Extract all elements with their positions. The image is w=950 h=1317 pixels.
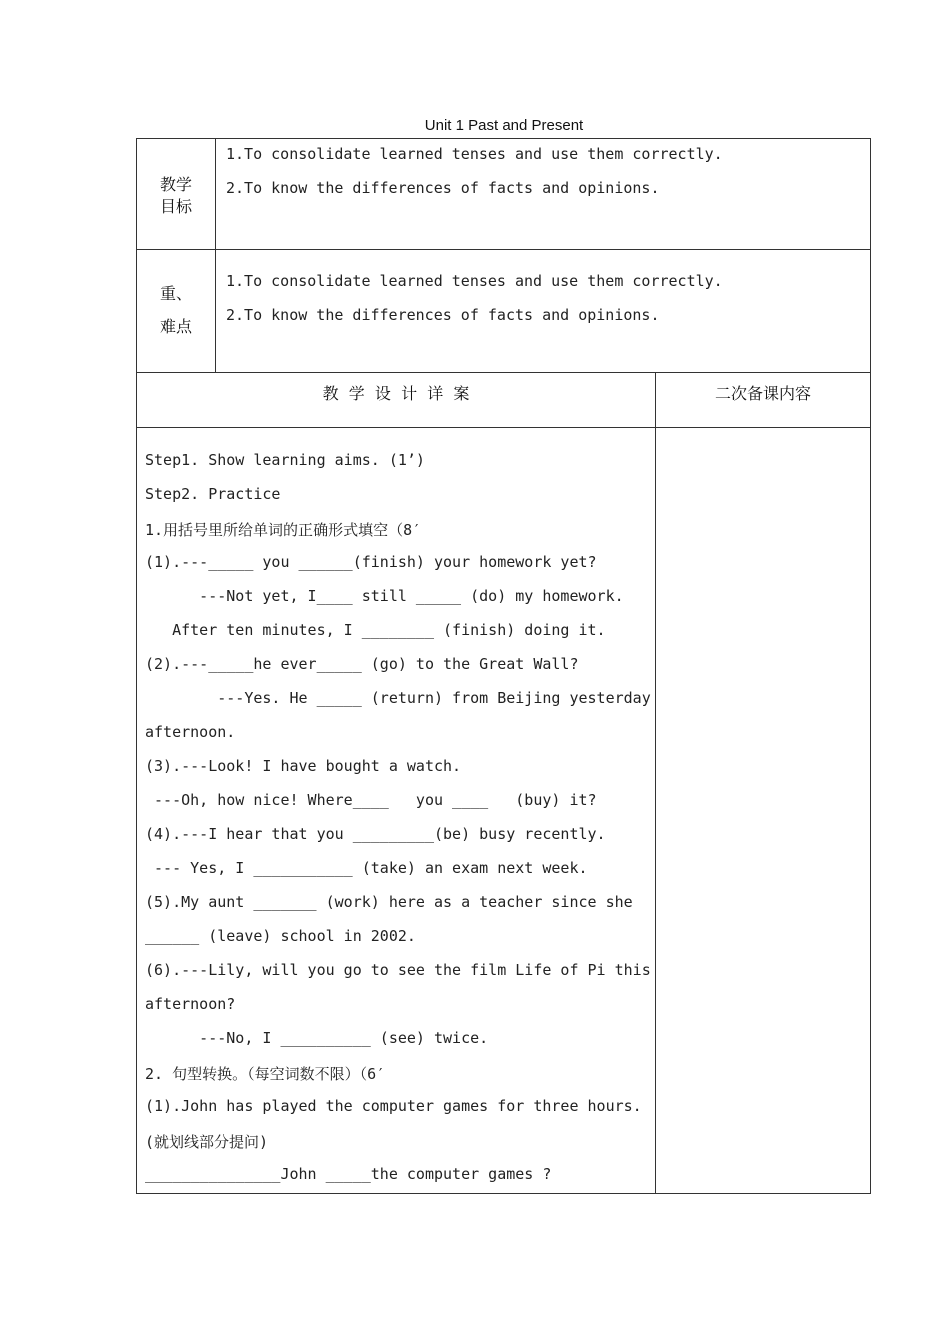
body-line: --- Yes, I ___________ (take) an exam next week. xyxy=(145,859,588,877)
body-line: ______ (leave) school in 2002. xyxy=(145,927,416,945)
objectives-label-line2: 目标 xyxy=(159,197,192,216)
design-body-divider xyxy=(655,427,656,1194)
body-line: 2. 句型转换。（每空词数不限）（6′ xyxy=(145,1065,386,1083)
objectives-label-line1: 教学 xyxy=(159,175,192,194)
body-line: (4).---I hear that you _________(be) busy recently. xyxy=(145,825,606,843)
body-line: ---No, I __________ (see) twice. xyxy=(145,1029,489,1047)
body-line: _______________John _____the computer games ? xyxy=(145,1165,552,1183)
design-header-right: 二次备课内容 xyxy=(714,384,811,403)
body-line: Step1. Show learning aims. (1’) xyxy=(145,451,425,469)
body-line: afternoon. xyxy=(145,723,236,741)
body-line: (就划线部分提问) xyxy=(145,1133,269,1151)
objective-item: 2.To know the differences of facts and opinions. xyxy=(226,179,660,197)
objectives-label xyxy=(138,174,214,218)
body-line: (1).---_____ you ______(finish) your homework yet? xyxy=(145,553,597,571)
design-header-left: 教 学 设 计 详 案 xyxy=(322,384,470,403)
body-line: Step2. Practice xyxy=(145,485,281,503)
second-prep-content xyxy=(657,429,869,1192)
objective-item: 1.To consolidate learned tenses and use them correctly. xyxy=(226,145,723,163)
key-point-item: 2.To know the differences of facts and opinions. xyxy=(226,306,660,324)
body-line: 1.用括号里所给单词的正确形式填空（8′ xyxy=(145,521,422,539)
body-line: (5).My aunt _______ (work) here as a teacher since she xyxy=(145,893,633,911)
body-line: (2).---_____he ever_____ (go) to the Great Wall? xyxy=(145,655,579,673)
body-line: (3).---Look! I have bought a watch. xyxy=(145,757,462,775)
design-header-divider xyxy=(655,372,656,428)
key-point-item: 1.To consolidate learned tenses and use them correctly. xyxy=(226,272,723,290)
page-title: Unit 1 Past and Present xyxy=(424,117,584,134)
body-line: ---Not yet, I____ still _____ (do) my homework. xyxy=(145,587,624,605)
body-line: After ten minutes, I ________ (finish) doing it. xyxy=(145,621,606,639)
objectives-divider xyxy=(215,138,216,250)
body-line: afternoon? xyxy=(145,995,236,1013)
body-line: (1).John has played the computer games for three hours. xyxy=(145,1097,642,1115)
key-points-label-line1: 重、 xyxy=(159,284,192,303)
key-points-label-line2: 难点 xyxy=(159,317,192,336)
body-line: ---Yes. He _____ (return) from Beijing yesterday xyxy=(145,689,651,707)
key-points-divider xyxy=(215,249,216,373)
key-points-label xyxy=(138,277,214,343)
body-line: (6).---Lily, will you go to see the film Life of Pi this xyxy=(145,961,651,979)
body-line: ---Oh, how nice! Where____ you ____ (buy) it? xyxy=(145,791,597,809)
